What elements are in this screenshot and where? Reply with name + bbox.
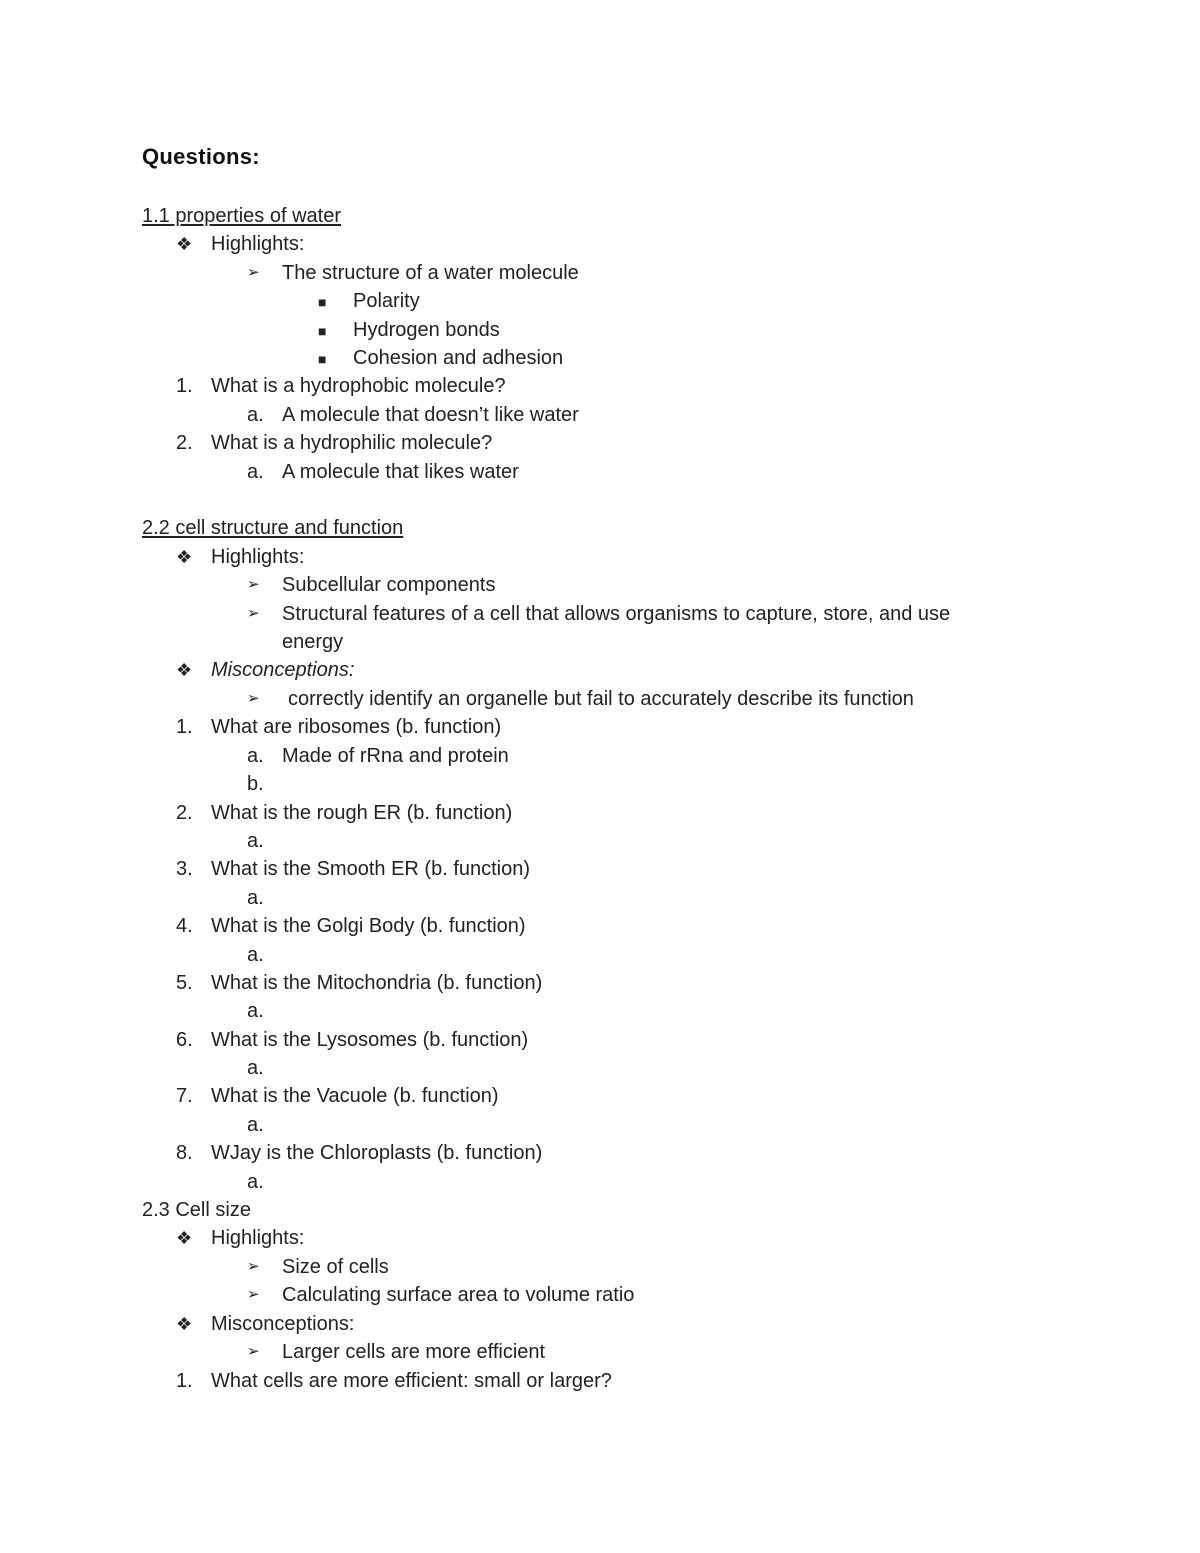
list-letter: a. [247, 1057, 264, 1080]
diamond-bullet-icon: ❖ [176, 234, 193, 255]
highlights-item [142, 543, 1042, 571]
question-item [142, 799, 1042, 827]
list-number: 1. [176, 375, 193, 398]
diamond-bullet-icon: ❖ [176, 1313, 193, 1334]
answer-item [142, 941, 1042, 969]
highlight-text: energy [282, 631, 344, 654]
answer-text: A molecule that doesn’t like water [282, 403, 579, 426]
answer-item [142, 1168, 1042, 1196]
list-letter: b. [247, 773, 264, 796]
answer-item [142, 401, 1042, 429]
diamond-bullet-icon: ❖ [176, 660, 193, 681]
question-item [142, 1082, 1042, 1110]
answer-item [142, 742, 1042, 770]
list-letter: a. [247, 1000, 264, 1023]
highlight-item [142, 1281, 1042, 1309]
sub-item-text: Cohesion and adhesion [353, 347, 564, 370]
answer-item [142, 997, 1042, 1025]
question-text: What is the Mitochondria (b. function) [211, 971, 543, 994]
section-title: 2.3 Cell size [142, 1199, 251, 1222]
question-item [142, 855, 1042, 883]
highlight-text: The structure of a water molecule [282, 261, 579, 284]
misconceptions-label: Misconceptions: [211, 659, 355, 682]
answer-text: Made of rRna and protein [282, 744, 509, 767]
highlight-item [142, 259, 1042, 287]
document-page [142, 140, 1042, 1395]
question-text: WJay is the Chloroplasts (b. function) [211, 1142, 543, 1165]
question-text: What is a hydrophilic molecule? [211, 432, 493, 455]
list-letter: a. [247, 1170, 264, 1193]
section-title: 2.2 cell structure and function [142, 517, 404, 540]
misconception-item [142, 685, 1042, 713]
list-letter: a. [247, 744, 264, 767]
arrow-bullet-icon: ➢ [247, 1343, 260, 1361]
answer-item [142, 770, 1042, 798]
highlight-text: Subcellular components [282, 574, 496, 597]
list-number: 3. [176, 858, 193, 881]
misconception-text: Larger cells are more efficient [282, 1341, 546, 1364]
question-text: What is the Lysosomes (b. function) [211, 1028, 529, 1051]
answer-item [142, 1111, 1042, 1139]
misconception-text: correctly identify an organelle but fail to accurately describe its function [288, 687, 914, 710]
sub-item [142, 287, 1042, 315]
highlights-item [142, 1224, 1042, 1252]
question-item [142, 429, 1042, 457]
arrow-bullet-icon: ➢ [247, 263, 260, 281]
highlight-item [142, 1253, 1042, 1281]
answer-item [142, 1054, 1042, 1082]
list-letter: a. [247, 403, 264, 426]
sub-item [142, 316, 1042, 344]
diamond-bullet-icon: ❖ [176, 1228, 193, 1249]
diamond-bullet-icon: ❖ [176, 546, 193, 567]
list-number: 8. [176, 1142, 193, 1165]
page-heading: Questions: [142, 144, 260, 169]
highlights-label: Highlights: [211, 233, 305, 256]
list-number: 7. [176, 1085, 193, 1108]
question-item [142, 372, 1042, 400]
blank-line [142, 486, 1042, 514]
spacer [142, 174, 1042, 202]
highlight-text: Structural features of a cell that allows organisms to capture, store, and use [282, 602, 951, 625]
answer-item [142, 458, 1042, 486]
list-letter: a. [247, 829, 264, 852]
highlight-text: Size of cells [282, 1255, 389, 1278]
highlights-item [142, 230, 1042, 258]
list-number: 5. [176, 971, 193, 994]
section-title: 1.1 properties of water [142, 205, 341, 227]
list-number: 2. [176, 432, 193, 455]
sub-item-text: Hydrogen bonds [353, 318, 500, 341]
section-1-1 [142, 202, 1042, 230]
highlight-item [142, 600, 1042, 628]
list-number: 1. [176, 716, 193, 739]
list-number: 6. [176, 1028, 193, 1051]
list-letter: a. [247, 460, 264, 483]
list-letter: a. [247, 1113, 264, 1136]
list-number: 1. [176, 1369, 193, 1392]
misconceptions-item [142, 1310, 1042, 1338]
sub-item-text: Polarity [353, 290, 420, 313]
question-text: What is the Golgi Body (b. function) [211, 915, 526, 938]
highlight-text: Calculating surface area to volume ratio [282, 1284, 635, 1307]
highlight-continuation [142, 628, 1042, 656]
section-2-2 [142, 514, 1042, 542]
arrow-bullet-icon: ➢ [247, 576, 260, 594]
question-text: What is the Vacuole (b. function) [211, 1085, 499, 1108]
highlights-label: Highlights: [211, 545, 305, 568]
question-item [142, 1139, 1042, 1167]
question-item [142, 969, 1042, 997]
misconceptions-label: Misconceptions: [211, 1312, 355, 1335]
question-text: What is the rough ER (b. function) [211, 801, 513, 824]
square-bullet-icon: ■ [318, 351, 327, 368]
answer-text: A molecule that likes water [282, 460, 519, 483]
question-item [142, 1367, 1042, 1395]
section-2-3 [142, 1196, 1042, 1224]
highlight-item [142, 571, 1042, 599]
question-text: What is the Smooth ER (b. function) [211, 858, 531, 881]
list-letter: a. [247, 886, 264, 909]
question-text: What is a hydrophobic molecule? [211, 375, 506, 398]
question-item [142, 912, 1042, 940]
question-item [142, 713, 1042, 741]
list-letter: a. [247, 943, 264, 966]
arrow-bullet-icon: ➢ [247, 1286, 260, 1304]
question-item [142, 1026, 1042, 1054]
highlights-label: Highlights: [211, 1227, 305, 1250]
arrow-bullet-icon: ➢ [247, 689, 260, 707]
arrow-bullet-icon: ➢ [247, 604, 260, 622]
answer-item [142, 884, 1042, 912]
list-number: 4. [176, 915, 193, 938]
misconceptions-item [142, 656, 1042, 684]
arrow-bullet-icon: ➢ [247, 1257, 260, 1275]
misconception-item [142, 1338, 1042, 1366]
list-number: 2. [176, 801, 193, 824]
sub-item [142, 344, 1042, 372]
square-bullet-icon: ■ [318, 294, 327, 311]
answer-item [142, 827, 1042, 855]
question-text: What are ribosomes (b. function) [211, 716, 502, 739]
square-bullet-icon: ■ [318, 322, 327, 339]
question-text: What cells are more efficient: small or larger? [211, 1369, 612, 1392]
